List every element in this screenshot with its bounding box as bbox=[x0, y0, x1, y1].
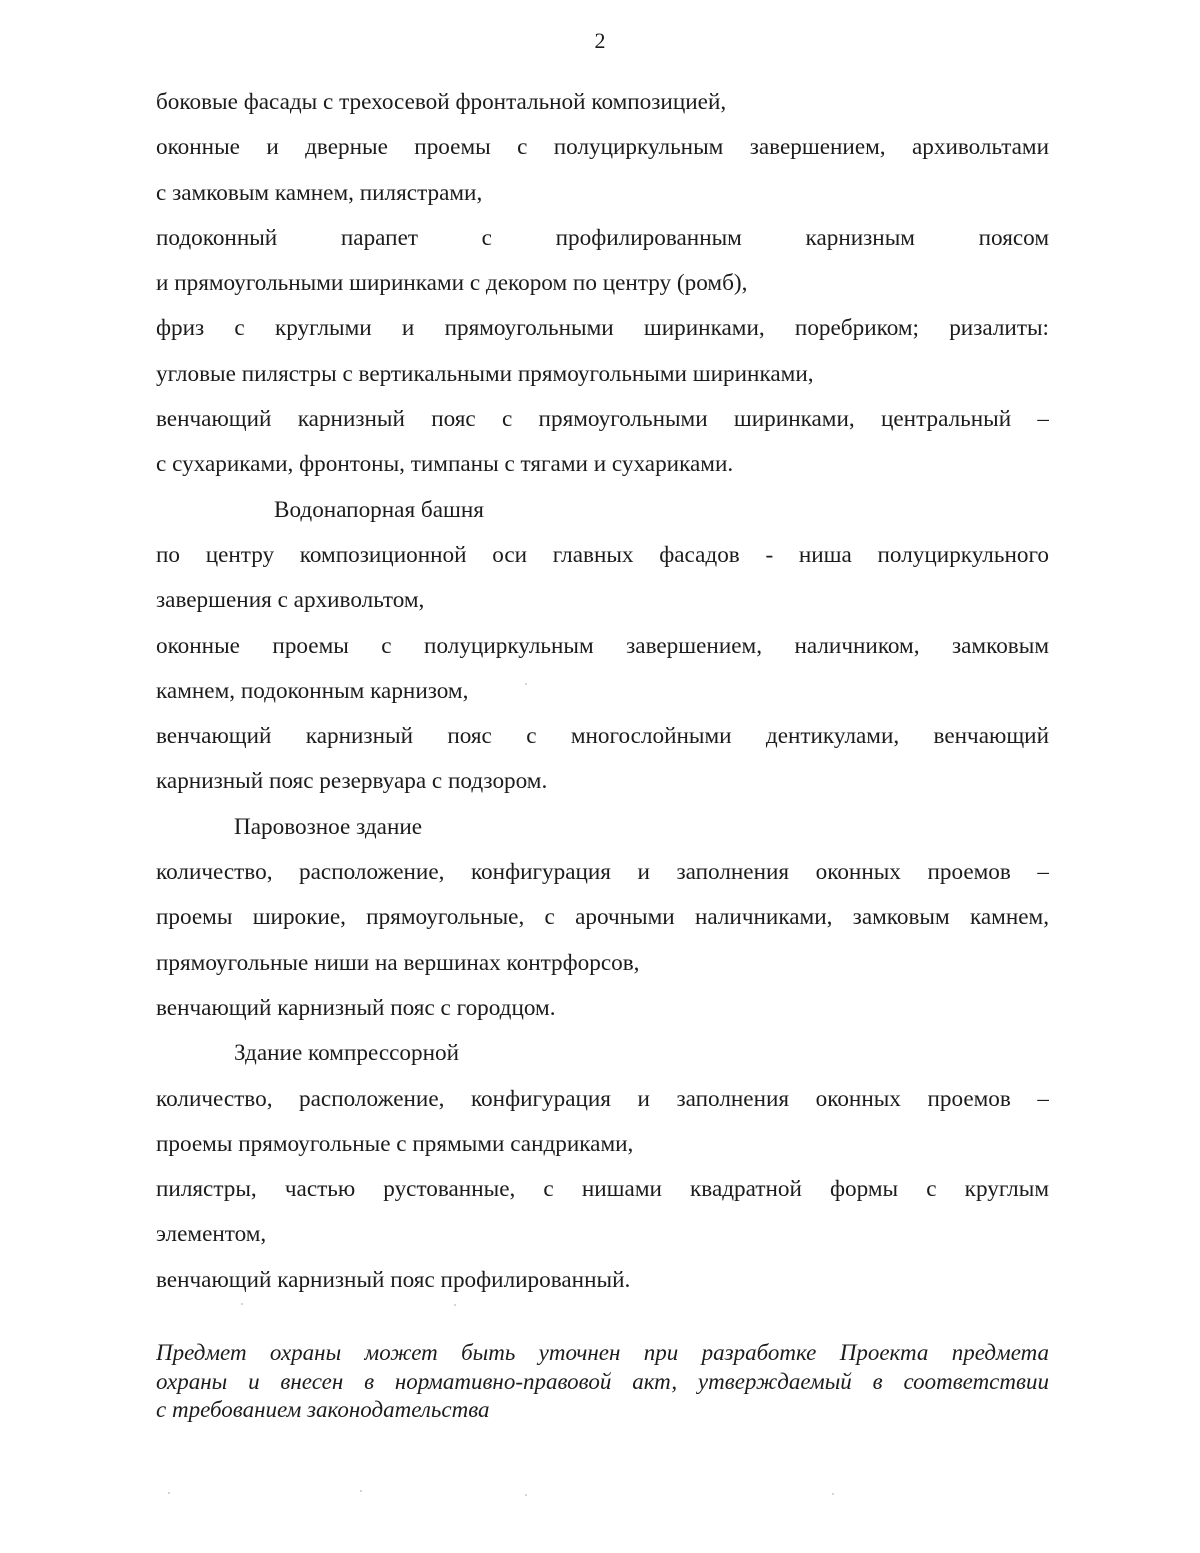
scan-speck bbox=[168, 1492, 170, 1494]
text-line: завершения с архивольтом, bbox=[156, 587, 425, 614]
text-line: с замковым камнем, пилястрами, bbox=[156, 179, 483, 206]
section-heading-compressor-building: Здание компрессорной bbox=[234, 1040, 460, 1067]
text-line: количество, расположение, конфигурация и заполнения оконных проемов – bbox=[156, 1085, 1049, 1112]
text-line: угловые пилястры с вертикальными прямоугольными ширинками, bbox=[156, 360, 814, 387]
page-number: 2 bbox=[594, 28, 606, 53]
text-line: камнем, подоконным карнизом, bbox=[156, 677, 469, 704]
text-line: карнизный пояс резервуара с подзором. bbox=[156, 768, 548, 795]
text-line: элементом, bbox=[156, 1221, 267, 1248]
text-line: и прямоугольными ширинками с декором по центру (ромб), bbox=[156, 270, 748, 297]
text-line: проемы прямоугольные с прямыми сандриками, bbox=[156, 1130, 634, 1157]
text-line: боковые фасады с трехосевой фронтальной композицией, bbox=[156, 89, 727, 115]
document-body bbox=[156, 80, 1049, 1425]
text-line: оконные проемы с полуциркульным завершением, наличником, замковым bbox=[156, 632, 1049, 659]
scan-speck bbox=[241, 1303, 243, 1305]
text-line: венчающий карнизный пояс с многослойными дентикулами, венчающий bbox=[156, 723, 1049, 750]
text-line: с сухариками, фронтоны, тимпаны с тягами и сухариками. bbox=[156, 451, 734, 478]
scan-speck bbox=[832, 1493, 834, 1495]
scan-speck bbox=[525, 1494, 527, 1496]
note-line: Предмет охраны может быть уточнен при разработке Проекта предмета bbox=[156, 1340, 1049, 1366]
text-line: оконные и дверные проемы с полуциркульным завершением, архивольтами bbox=[156, 134, 1049, 161]
italic-note bbox=[156, 1339, 1049, 1425]
note-line: с требованием законодательства bbox=[156, 1397, 490, 1423]
section-heading-locomotive-building: Паровозное здание bbox=[234, 813, 423, 840]
text-line: венчающий карнизный пояс с прямоугольными ширинками, центральный – bbox=[156, 406, 1049, 433]
text-line: венчающий карнизный пояс с городцом. bbox=[156, 994, 556, 1021]
text-line: количество, расположение, конфигурация и заполнения оконных проемов – bbox=[156, 859, 1049, 886]
text-line: прямоугольные ниши на вершинах контрфорсов, bbox=[156, 949, 640, 976]
section-heading-water-tower: Водонапорная башня bbox=[274, 496, 484, 523]
scan-speck bbox=[454, 1304, 456, 1306]
scan-speck bbox=[525, 683, 527, 685]
text-line: пилястры, частью рустованные, с нишами квадратной формы с круглым bbox=[156, 1176, 1049, 1203]
text-line: подоконный парапет с профилированным карнизным поясом bbox=[156, 224, 1049, 251]
text-line: по центру композиционной оси главных фасадов - ниша полуциркульного bbox=[156, 541, 1049, 568]
scan-speck bbox=[360, 1490, 362, 1492]
text-line: проемы широкие, прямоугольные, с арочными наличниками, замковым камнем, bbox=[156, 904, 1049, 931]
text-line: фриз с круглыми и прямоугольными ширинками, поребриком; ризалиты: bbox=[156, 315, 1049, 342]
section-gap bbox=[156, 1303, 1049, 1333]
note-line: охраны и внесен в нормативно-правовой акт, утверждаемый в соответствии bbox=[156, 1368, 1049, 1394]
text-line: венчающий карнизный пояс профилированный. bbox=[156, 1266, 631, 1293]
